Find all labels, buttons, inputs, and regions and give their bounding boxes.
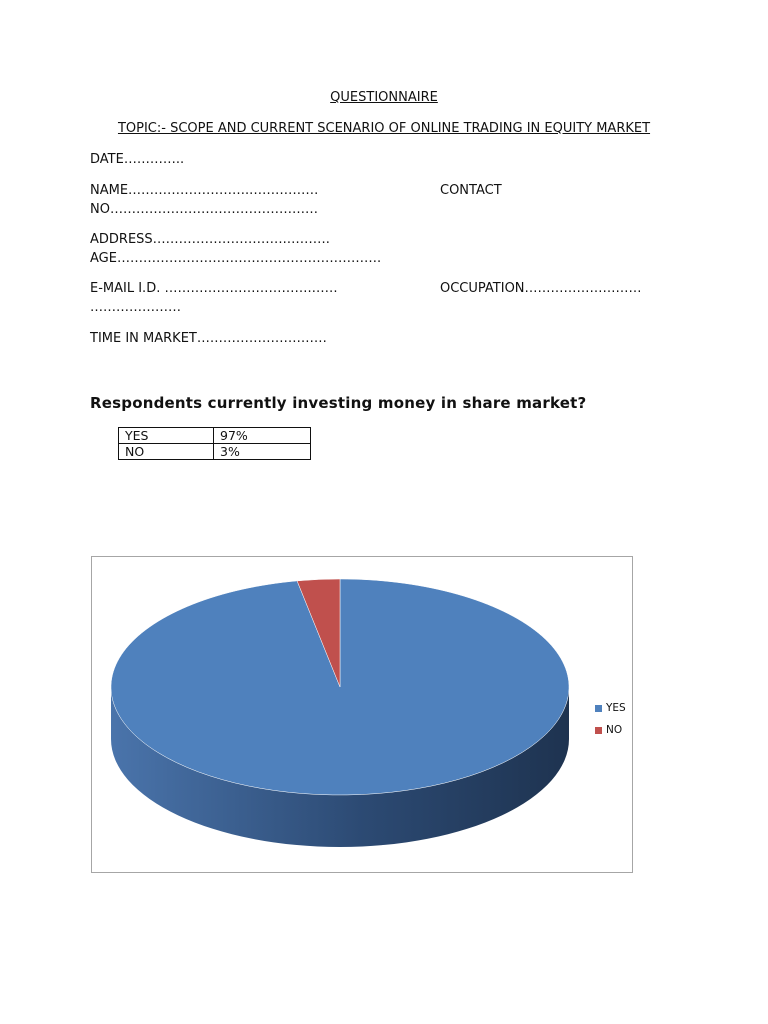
contact-label: CONTACT	[440, 183, 502, 198]
legend-label: YES	[606, 702, 626, 714]
row-value: 97%	[214, 428, 311, 444]
chart-legend	[595, 697, 626, 741]
legend-swatch-yes	[595, 705, 602, 712]
date-field: DATE…………..	[90, 152, 185, 167]
email-field: E-MAIL I.D. …………………………….……	[90, 281, 338, 296]
address-field: ADDRESS………………………….……….	[90, 232, 330, 247]
occupation-field: OCCUPATION………………………	[440, 281, 642, 296]
row-label: YES	[119, 428, 214, 444]
row-value: 3%	[214, 444, 311, 460]
form-topic: TOPIC:- SCOPE AND CURRENT SCENARIO OF ONLINE TRADING IN EQUITY MARKET	[117, 121, 651, 136]
legend-swatch-no	[595, 727, 602, 734]
time-in-market-field: TIME IN MARKET…………………………	[90, 331, 327, 346]
contact-no-field: NO…………………………………………	[90, 202, 318, 217]
legend-item-yes	[595, 697, 626, 719]
pie-top	[111, 579, 569, 795]
pie-chart	[91, 556, 633, 873]
form-title: QUESTIONNAIRE	[330, 90, 438, 105]
legend-item-no	[595, 719, 626, 741]
pie-chart-svg	[92, 557, 632, 872]
age-field: AGE…………………………………………………….	[90, 251, 382, 266]
question-heading: Respondents currently investing money in share market?	[90, 394, 587, 412]
legend-label: NO	[606, 724, 623, 736]
occupation-continued: …………………	[90, 300, 181, 315]
row-label: NO	[119, 444, 214, 460]
response-table	[118, 427, 311, 460]
name-field: NAME………………………..……………	[90, 183, 319, 198]
table-row	[119, 428, 311, 444]
table-row	[119, 444, 311, 460]
